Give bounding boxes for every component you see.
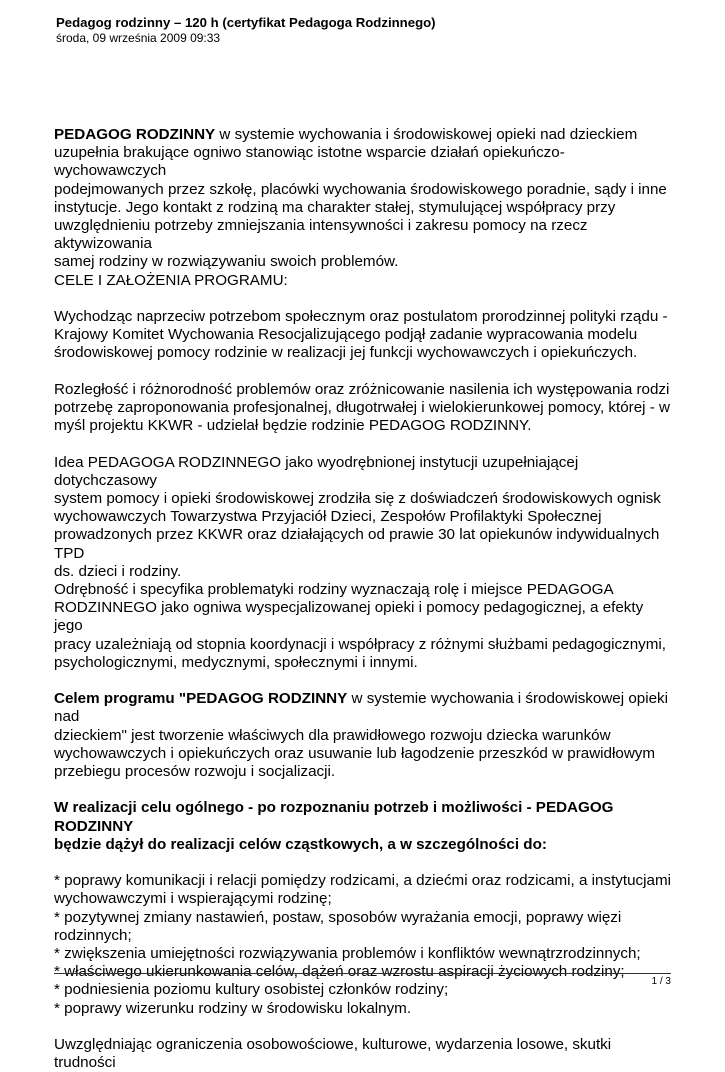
page-number: 1 / 3 (651, 976, 671, 987)
text-line: Uwzględniając ograniczenia osobowościowe, kulturowe, wydarzenia losowe, skutki trudności (54, 1036, 612, 1072)
text-line: przebiegu procesów rozwoju i socjalizacji. (54, 763, 336, 781)
text-line: będzie dążył do realizacji celów cząstkowych, a w szczególności do: (54, 835, 547, 853)
paragraph-1 (54, 308, 676, 363)
list-item: * zwiększenia umiejętności rozwiązywania problemów i konfliktów wewnątrzrodzinnych; (54, 945, 641, 963)
goals-list (54, 872, 676, 1018)
spacer (54, 854, 676, 872)
spacer (54, 363, 676, 381)
goal-bold: Celem programu "PEDAGOG RODZINNY (54, 690, 348, 708)
paragraph-3 (54, 454, 676, 581)
document-title: Pedagog rodzinny – 120 h (certyfikat Pedagoga Rodzinnego) (56, 15, 436, 30)
text-line: psychologicznymi, medycznymi, społecznymi i innymi. (54, 653, 418, 671)
page-header (56, 14, 676, 46)
intro-paragraph (54, 126, 676, 272)
list-item: * właściwego ukierunkowania celów, dążeń oraz wzrostu aspiracji życiowych rodziny; (54, 963, 625, 981)
text-line: uwzględnieniu potrzeby zmniejszania intensywności i zakresu pomocy na rzecz aktywizowania (54, 217, 588, 253)
paragraph-4 (54, 581, 676, 672)
intro-bold: PEDAGOG RODZINNY (54, 126, 216, 143)
text-line: wychowawczych Towarzystwa Przyjaciół Dzieci, Zespołów Profilaktyki Społecznej (54, 508, 602, 526)
paragraph-7 (54, 1036, 676, 1072)
list-item: rodzinnych; (54, 926, 132, 944)
text-line: wychowawczych i opiekuńczych oraz usuwanie lub łagodzenie przeszkód w prawidłowym (54, 744, 656, 762)
document-body (54, 126, 676, 1072)
text-line: myśl projektu KKWR - udzielał będzie rodzinie PEDAGOG RODZINNY. (54, 417, 532, 435)
text-line: dzieckiem" jest tworzenie właściwych dla prawidłowego rozwoju dziecka warunków (54, 726, 611, 744)
text-line: ds. dzieci i rodziny. (54, 562, 182, 580)
list-item: wychowawczymi i wspierającymi rodzinę; (54, 890, 332, 908)
text-line: Idea PEDAGOGA RODZINNEGO jako wyodrębnionej instytucji uzupełniającej dotychczasowy (54, 453, 579, 489)
list-item: * pozytywnej zmiany nastawień, postaw, sposobów wyrażania emocji, poprawy więzi (54, 908, 622, 926)
text-line: RODZINNEGO jako ogniwa wyspecjalizowanej opieki i pomocy pedagogicznej, a efekty jego (54, 599, 644, 635)
text-line: uzupełnia brakujące ogniwo stanowiąc istotne wsparcie działań opiekuńczo-wychowawczych (54, 144, 565, 180)
paragraph-5 (54, 690, 676, 781)
text-line: instytucje. Jego kontakt z rodziną ma charakter stałej, stymulującej współpracy przy (54, 198, 616, 216)
text-line: Odrębność i specyfika problematyki rodziny wyznaczają rolę i miejsce PEDAGOGA (54, 581, 614, 599)
spacer (54, 781, 676, 799)
spacer (54, 290, 676, 308)
text-line: potrzebę zaproponowania profesjonalnej, długotrwałej i wielokierunkowej pomocy, której - w (54, 399, 670, 417)
paragraph-6 (54, 799, 676, 854)
spacer (54, 672, 676, 690)
list-item: * podniesienia poziomu kultury osobistej członków rodziny; (54, 981, 449, 999)
section-heading: CELE I ZAŁOŻENIA PROGRAMU: (54, 271, 288, 289)
text-line: pracy uzależniają od stopnia koordynacji i współpracy z różnymi służbami pedagogicznymi, (54, 635, 667, 653)
text-line: Wychodząc naprzeciw potrzebom społecznym oraz postulatom prorodzinnej polityki rządu - (54, 308, 668, 326)
text-line: w systemie wychowania i środowiskowej opieki nad dzieckiem (215, 126, 638, 143)
footer-divider (54, 973, 671, 974)
list-item: * poprawy komunikacji i relacji pomiędzy rodzicami, a dziećmi oraz rodzicami, a instytucjami (54, 872, 671, 890)
text-line: w systemie wychowania i środowiskowej opieki nad (54, 690, 669, 726)
spacer (54, 1018, 676, 1036)
text-line: Krajowy Komitet Wychowania Resocjalizującego podjął zadanie wypracowania modelu (54, 326, 638, 344)
text-line: system pomocy i opieki środowiskowej zrodziła się z doświadczeń środowiskowych ognisk (54, 490, 661, 508)
list-item: * poprawy wizerunku rodziny w środowisku lokalnym. (54, 999, 412, 1017)
text-line: prowadzonych przez KKWR oraz działających od prawie 30 lat opiekunów indywidualnych TPD (54, 526, 660, 562)
spacer (54, 435, 676, 453)
text-line: podejmowanych przez szkołę, placówki wychowania środowiskowego poradnie, sądy i inne (54, 180, 667, 198)
text-line: środowiskowej pomocy rodzinie w realizacji jej funkcji wychowawczych i opiekuńczych. (54, 344, 638, 362)
paragraph-2 (54, 381, 676, 436)
document-date: środa, 09 września 2009 09:33 (56, 31, 221, 45)
text-line: samej rodziny w rozwiązywaniu swoich problemów. (54, 253, 399, 271)
text-line: Rozległość i różnorodność problemów oraz zróżnicowanie nasilenia ich występowania rodzi (54, 380, 670, 398)
text-line: W realizacji celu ogólnego - po rozpoznaniu potrzeb i możliwości - PEDAGOG RODZINNY (54, 799, 614, 835)
